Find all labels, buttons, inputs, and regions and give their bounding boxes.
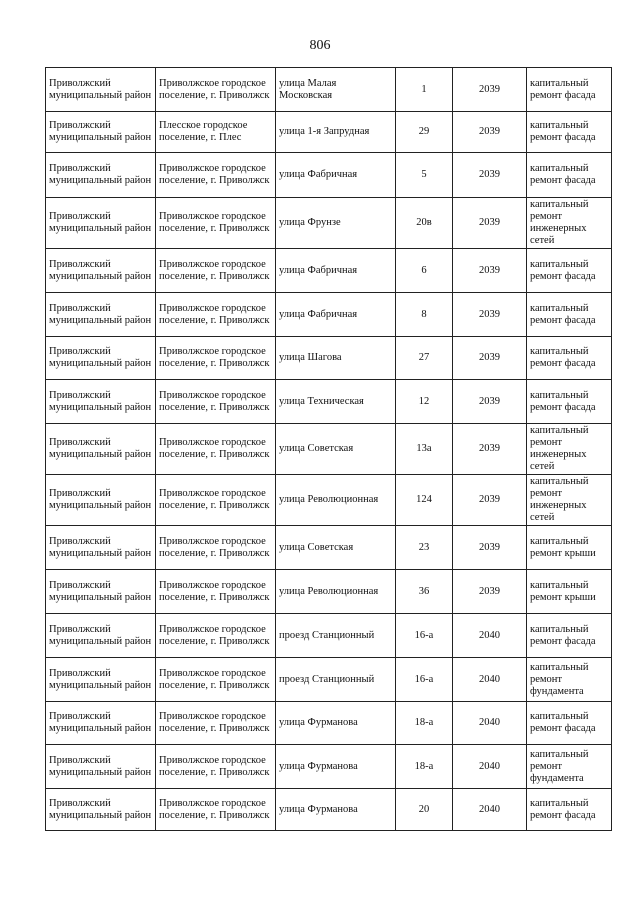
year-cell: 2039 [453, 293, 527, 337]
settlement-cell: Приволжское городское поселение, г. Приволжск [156, 68, 276, 112]
street-cell: улица Фурманова [276, 745, 396, 789]
year-cell: 2039 [453, 526, 527, 570]
work-type-cell: капитальный ремонт фасада [527, 293, 612, 337]
year-cell: 2040 [453, 745, 527, 789]
work-type-cell: капитальный ремонт фундамента [527, 745, 612, 789]
street-cell: улица Техническая [276, 380, 396, 424]
year-cell: 2040 [453, 658, 527, 702]
table-row [46, 337, 612, 380]
settlement-cell: Приволжское городское поселение, г. Приволжск [156, 153, 276, 198]
year-cell: 2039 [453, 112, 527, 153]
district-cell: Приволжский муниципальный район [46, 249, 156, 293]
district-cell: Приволжский муниципальный район [46, 526, 156, 570]
settlement-cell: Приволжское городское поселение, г. Приволжск [156, 745, 276, 789]
work-type-cell: капитальный ремонт фасада [527, 112, 612, 153]
work-type-cell: капитальный ремонт фасада [527, 380, 612, 424]
house-number-cell: 20в [396, 198, 453, 249]
district-cell: Приволжский муниципальный район [46, 570, 156, 614]
house-number-cell: 18-а [396, 702, 453, 745]
street-cell: улица Фурманова [276, 702, 396, 745]
year-cell: 2039 [453, 424, 527, 475]
settlement-cell: Приволжское городское поселение, г. Приволжск [156, 658, 276, 702]
street-cell: проезд Станционный [276, 658, 396, 702]
street-cell: проезд Станционный [276, 614, 396, 658]
repair-schedule-table [45, 67, 612, 831]
district-cell: Приволжский муниципальный район [46, 198, 156, 249]
district-cell: Приволжский муниципальный район [46, 702, 156, 745]
district-cell: Приволжский муниципальный район [46, 68, 156, 112]
street-cell: улица Малая Московская [276, 68, 396, 112]
house-number-cell: 36 [396, 570, 453, 614]
district-cell: Приволжский муниципальный район [46, 380, 156, 424]
table-row [46, 198, 612, 249]
year-cell: 2039 [453, 380, 527, 424]
settlement-cell: Приволжское городское поселение, г. Приволжск [156, 380, 276, 424]
district-cell: Приволжский муниципальный район [46, 424, 156, 475]
house-number-cell: 6 [396, 249, 453, 293]
district-cell: Приволжский муниципальный район [46, 337, 156, 380]
work-type-cell: капитальный ремонт инженерных сетей [527, 424, 612, 475]
table-row [46, 614, 612, 658]
street-cell: улица 1-я Запрудная [276, 112, 396, 153]
settlement-cell: Приволжское городское поселение, г. Приволжск [156, 475, 276, 526]
settlement-cell: Приволжское городское поселение, г. Приволжск [156, 526, 276, 570]
settlement-cell: Приволжское городское поселение, г. Приволжск [156, 293, 276, 337]
settlement-cell: Приволжское городское поселение, г. Приволжск [156, 337, 276, 380]
house-number-cell: 12 [396, 380, 453, 424]
house-number-cell: 23 [396, 526, 453, 570]
table-row [46, 293, 612, 337]
table-row [46, 153, 612, 198]
work-type-cell: капитальный ремонт крыши [527, 526, 612, 570]
street-cell: улица Фрунзе [276, 198, 396, 249]
year-cell: 2040 [453, 614, 527, 658]
settlement-cell: Приволжское городское поселение, г. Приволжск [156, 789, 276, 831]
work-type-cell: капитальный ремонт фасада [527, 702, 612, 745]
table-row [46, 526, 612, 570]
year-cell: 2040 [453, 702, 527, 745]
district-cell: Приволжский муниципальный район [46, 112, 156, 153]
district-cell: Приволжский муниципальный район [46, 153, 156, 198]
house-number-cell: 29 [396, 112, 453, 153]
table-row [46, 112, 612, 153]
street-cell: улица Фурманова [276, 789, 396, 831]
work-type-cell: капитальный ремонт фасада [527, 789, 612, 831]
district-cell: Приволжский муниципальный район [46, 658, 156, 702]
year-cell: 2039 [453, 249, 527, 293]
table-row [46, 789, 612, 831]
year-cell: 2039 [453, 475, 527, 526]
street-cell: улица Советская [276, 424, 396, 475]
house-number-cell: 5 [396, 153, 453, 198]
district-cell: Приволжский муниципальный район [46, 614, 156, 658]
street-cell: улица Фабричная [276, 293, 396, 337]
house-number-cell: 27 [396, 337, 453, 380]
district-cell: Приволжский муниципальный район [46, 475, 156, 526]
page-number: 806 [309, 38, 331, 53]
settlement-cell: Приволжское городское поселение, г. Приволжск [156, 570, 276, 614]
settlement-cell: Плесское городское поселение, г. Плес [156, 112, 276, 153]
work-type-cell: капитальный ремонт инженерных сетей [527, 198, 612, 249]
settlement-cell: Приволжское городское поселение, г. Приволжск [156, 249, 276, 293]
house-number-cell: 1 [396, 68, 453, 112]
year-cell: 2039 [453, 198, 527, 249]
year-cell: 2040 [453, 789, 527, 831]
year-cell: 2039 [453, 570, 527, 614]
table-row [46, 380, 612, 424]
table-row [46, 68, 612, 112]
table-row [46, 249, 612, 293]
street-cell: улица Революционная [276, 475, 396, 526]
work-type-cell: капитальный ремонт крыши [527, 570, 612, 614]
table-row [46, 570, 612, 614]
work-type-cell: капитальный ремонт инженерных сетей [527, 475, 612, 526]
district-cell: Приволжский муниципальный район [46, 789, 156, 831]
table-row [46, 745, 612, 789]
year-cell: 2039 [453, 68, 527, 112]
work-type-cell: капитальный ремонт фундамента [527, 658, 612, 702]
table-row [46, 702, 612, 745]
work-type-cell: капитальный ремонт фасада [527, 68, 612, 112]
street-cell: улица Фабричная [276, 249, 396, 293]
house-number-cell: 16-а [396, 614, 453, 658]
street-cell: улица Советская [276, 526, 396, 570]
work-type-cell: капитальный ремонт фасада [527, 614, 612, 658]
table-row [46, 475, 612, 526]
street-cell: улица Фабричная [276, 153, 396, 198]
work-type-cell: капитальный ремонт фасада [527, 153, 612, 198]
street-cell: улица Шагова [276, 337, 396, 380]
street-cell: улица Революционная [276, 570, 396, 614]
year-cell: 2039 [453, 153, 527, 198]
house-number-cell: 8 [396, 293, 453, 337]
work-type-cell: капитальный ремонт фасада [527, 337, 612, 380]
year-cell: 2039 [453, 337, 527, 380]
table-row [46, 424, 612, 475]
table-row [46, 658, 612, 702]
settlement-cell: Приволжское городское поселение, г. Приволжск [156, 424, 276, 475]
district-cell: Приволжский муниципальный район [46, 745, 156, 789]
settlement-cell: Приволжское городское поселение, г. Приволжск [156, 198, 276, 249]
house-number-cell: 13а [396, 424, 453, 475]
table-body [46, 68, 612, 831]
work-type-cell: капитальный ремонт фасада [527, 249, 612, 293]
house-number-cell: 124 [396, 475, 453, 526]
settlement-cell: Приволжское городское поселение, г. Приволжск [156, 614, 276, 658]
house-number-cell: 18-а [396, 745, 453, 789]
district-cell: Приволжский муниципальный район [46, 293, 156, 337]
house-number-cell: 20 [396, 789, 453, 831]
settlement-cell: Приволжское городское поселение, г. Приволжск [156, 702, 276, 745]
house-number-cell: 16-а [396, 658, 453, 702]
